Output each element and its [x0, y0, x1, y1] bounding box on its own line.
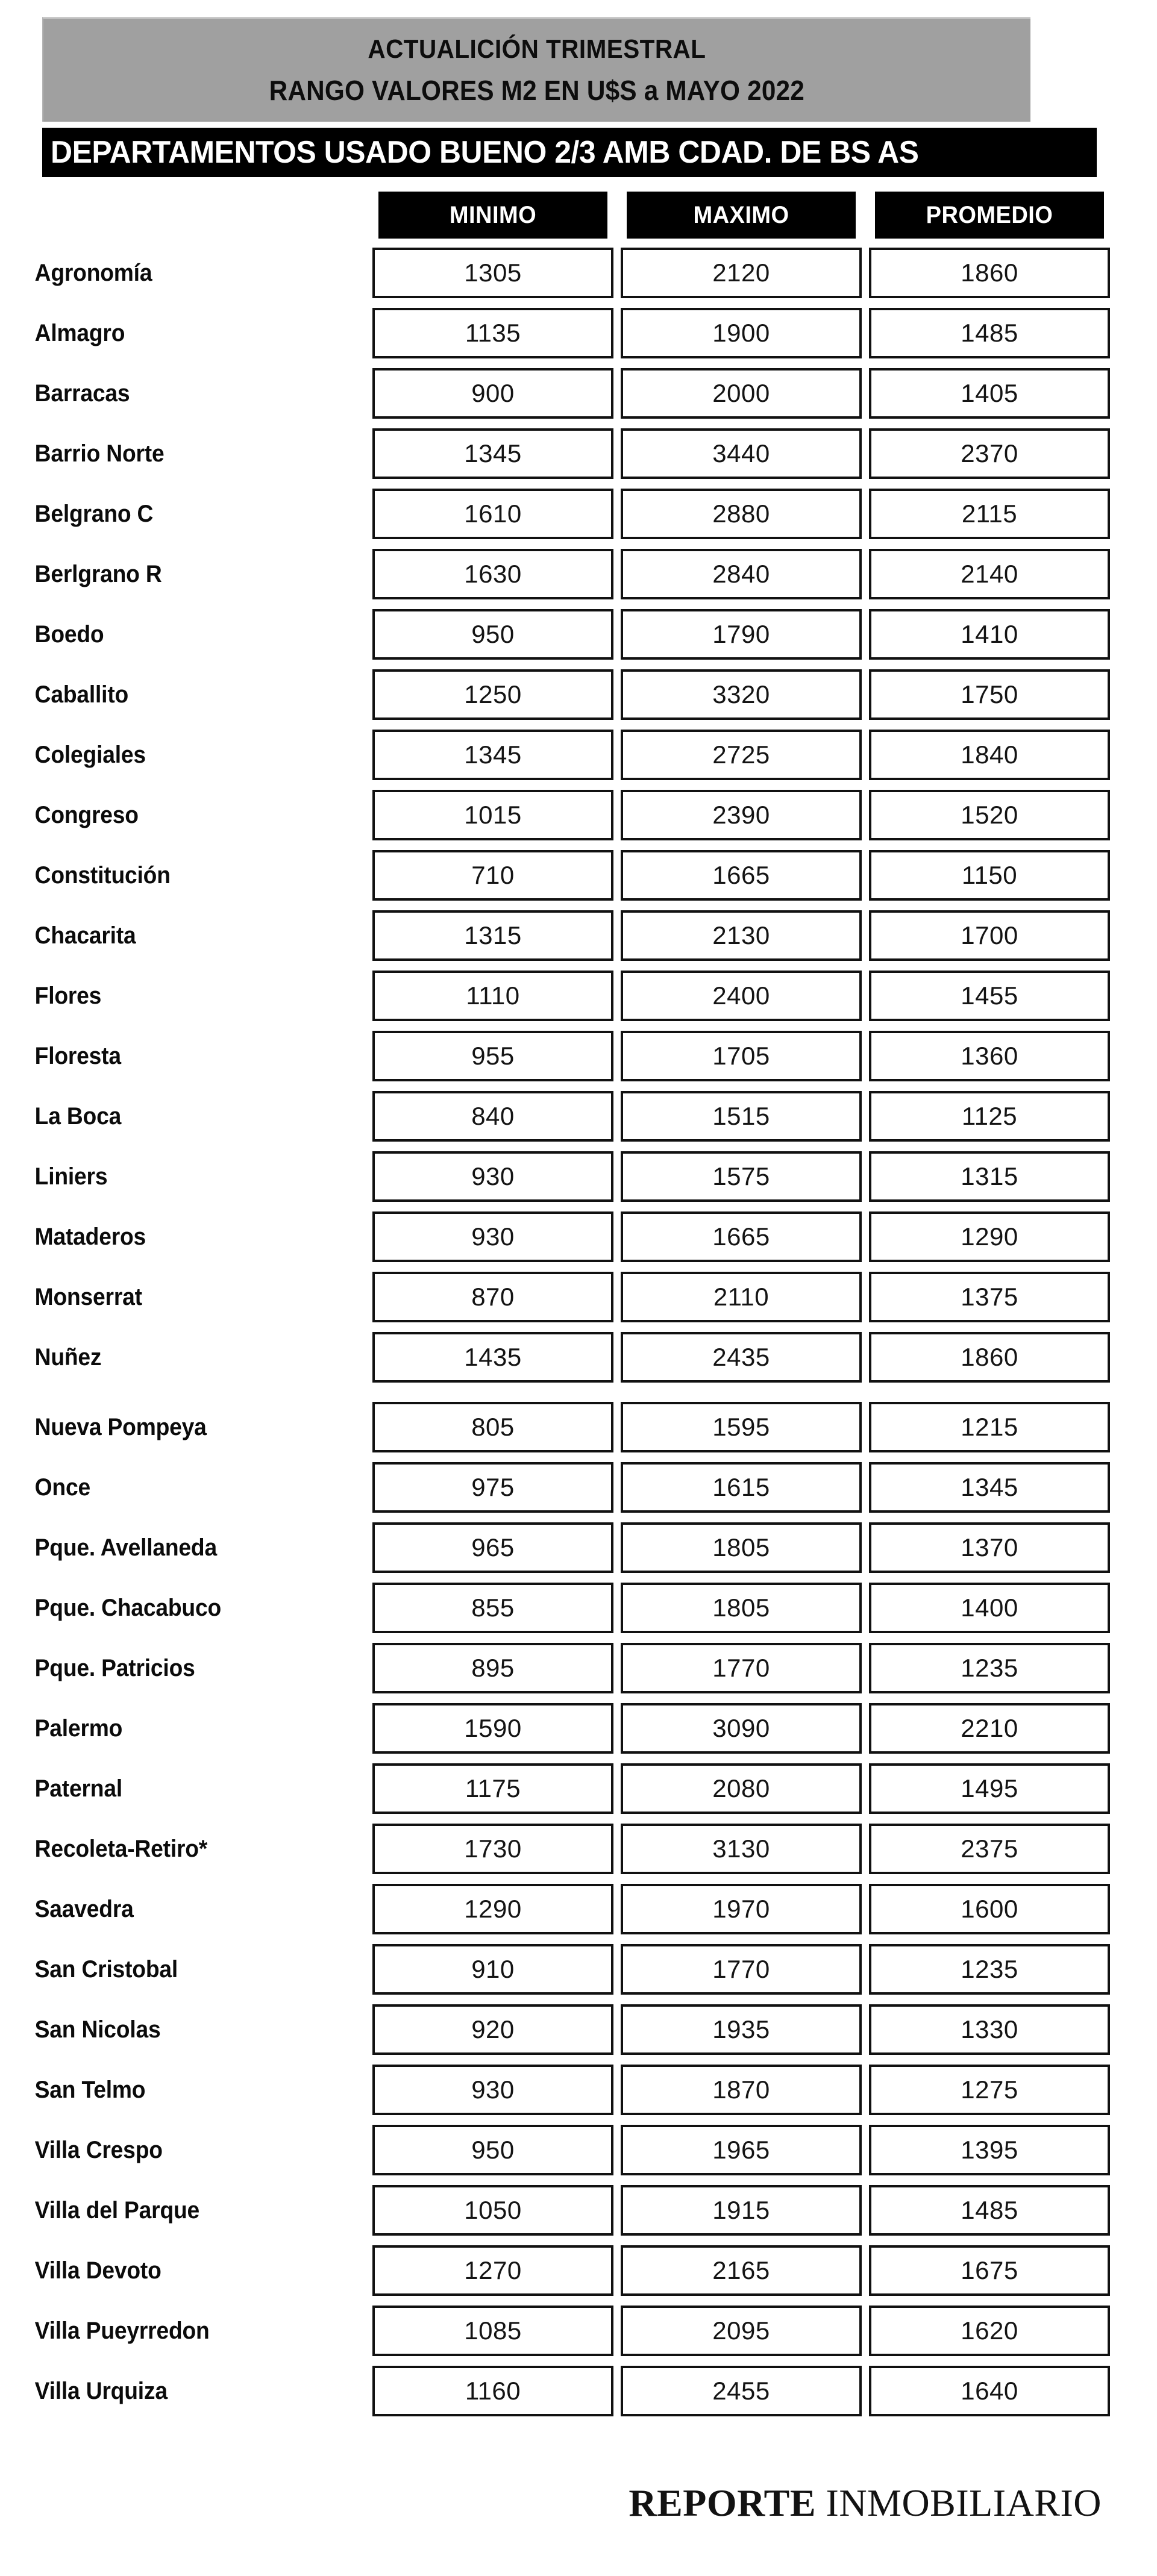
brand-word-light: INMOBILIARIO: [816, 2481, 1102, 2524]
cell-promedio: 1235: [869, 1944, 1110, 1995]
cell-maximo: 2000: [621, 368, 862, 419]
cell-minimo: 1590: [372, 1703, 613, 1754]
table-row: [0, 728, 1157, 782]
cell-promedio: 1455: [869, 971, 1110, 1021]
cell-minimo: 1290: [372, 1884, 613, 1934]
column-header-minimo: MINIMO: [378, 192, 607, 239]
cell-maximo: 1970: [621, 1884, 862, 1934]
table-row: [0, 1270, 1157, 1324]
table-row: [0, 246, 1157, 300]
cell-promedio: 1640: [869, 2366, 1110, 2416]
cell-promedio: 1330: [869, 2004, 1110, 2055]
cell-minimo: 950: [372, 2125, 613, 2175]
row-label-neighborhood: Colegiales: [34, 741, 146, 768]
row-label-neighborhood: San Cristobal: [34, 1955, 178, 1983]
cell-maximo: 1965: [621, 2125, 862, 2175]
table-row: [0, 547, 1157, 601]
row-label-neighborhood: Pque. Avellaneda: [34, 1534, 217, 1561]
table-row: [0, 1942, 1157, 1996]
table-row: [0, 908, 1157, 963]
cell-maximo: 1870: [621, 2065, 862, 2115]
cell-maximo: 2120: [621, 248, 862, 298]
row-label-neighborhood: Villa Urquiza: [34, 2377, 168, 2404]
cell-minimo: 910: [372, 1944, 613, 1995]
cell-promedio: 1620: [869, 2306, 1110, 2356]
row-label-neighborhood: San Telmo: [34, 2076, 146, 2103]
cell-promedio: 1275: [869, 2065, 1110, 2115]
brand-logo: [629, 2481, 1102, 2525]
cell-minimo: 1050: [372, 2185, 613, 2236]
column-header-maximo: MAXIMO: [627, 192, 856, 239]
cell-maximo: 2840: [621, 549, 862, 599]
row-label-neighborhood: Mataderos: [34, 1223, 146, 1250]
table-row: [0, 487, 1157, 541]
cell-maximo: 1665: [621, 850, 862, 901]
table-row: [0, 2304, 1157, 2358]
cell-promedio: 1750: [869, 669, 1110, 720]
table-row: [0, 1210, 1157, 1264]
cell-promedio: 2115: [869, 489, 1110, 539]
values-table: [0, 192, 1157, 2424]
cell-promedio: 1860: [869, 1332, 1110, 1383]
cell-minimo: 895: [372, 1643, 613, 1693]
cell-promedio: 1700: [869, 910, 1110, 961]
cell-promedio: 1400: [869, 1583, 1110, 1633]
row-label-neighborhood: Barrio Norte: [34, 440, 165, 467]
table-row: [0, 1521, 1157, 1575]
row-label-neighborhood: Almagro: [34, 319, 125, 346]
brand-word-strong: REPORTE: [629, 2481, 816, 2524]
row-label-neighborhood: Caballito: [34, 681, 129, 708]
cell-minimo: 930: [372, 1211, 613, 1262]
row-label-neighborhood: Belgrano C: [34, 500, 154, 527]
table-row: [0, 427, 1157, 481]
cell-maximo: 2435: [621, 1332, 862, 1383]
row-label-neighborhood: Chacarita: [34, 922, 136, 949]
row-label-neighborhood: Recoleta-Retiro*: [34, 1835, 208, 1862]
cell-promedio: 1840: [869, 730, 1110, 780]
table-row: [0, 607, 1157, 661]
row-label-neighborhood: Villa Pueyrredon: [34, 2317, 210, 2344]
cell-promedio: 1235: [869, 1643, 1110, 1693]
table-row: [0, 1882, 1157, 1936]
cell-maximo: 3320: [621, 669, 862, 720]
table-row: [0, 1089, 1157, 1143]
row-label-neighborhood: Once: [34, 1474, 90, 1501]
cell-minimo: 1305: [372, 248, 613, 298]
cell-minimo: 920: [372, 2004, 613, 2055]
row-label-neighborhood: Flores: [34, 982, 102, 1009]
table-row: [0, 2364, 1157, 2418]
cell-minimo: 1270: [372, 2245, 613, 2296]
row-label-neighborhood: La Boca: [34, 1102, 122, 1130]
report-title-primary: ACTUALICIÓN TRIMESTRAL: [368, 34, 706, 64]
cell-promedio: 1360: [869, 1031, 1110, 1081]
row-label-neighborhood: Floresta: [34, 1042, 121, 1069]
table-row: [0, 1029, 1157, 1083]
cell-maximo: 2095: [621, 2306, 862, 2356]
cell-maximo: 2130: [621, 910, 862, 961]
cell-maximo: 2080: [621, 1763, 862, 1814]
cell-maximo: 2455: [621, 2366, 862, 2416]
cell-promedio: 1495: [869, 1763, 1110, 1814]
row-label-neighborhood: Pque. Chacabuco: [34, 1594, 222, 1621]
cell-maximo: 1935: [621, 2004, 862, 2055]
table-header-row: [0, 192, 1157, 239]
cell-promedio: 1290: [869, 1211, 1110, 1262]
title-band: [42, 17, 1030, 122]
cell-maximo: 1595: [621, 1402, 862, 1452]
cell-promedio: 1315: [869, 1151, 1110, 1202]
row-label-neighborhood: Monserrat: [34, 1283, 142, 1310]
table-row: [0, 366, 1157, 420]
cell-maximo: 1575: [621, 1151, 862, 1202]
cell-maximo: 3090: [621, 1703, 862, 1754]
cell-maximo: 1770: [621, 1944, 862, 1995]
cell-minimo: 1135: [372, 308, 613, 358]
table-row: [0, 969, 1157, 1023]
cell-minimo: 1175: [372, 1763, 613, 1814]
cell-promedio: 1125: [869, 1091, 1110, 1142]
cell-maximo: 1805: [621, 1522, 862, 1573]
row-label-neighborhood: Villa Crespo: [34, 2136, 163, 2163]
cell-minimo: 930: [372, 2065, 613, 2115]
table-row: [0, 2123, 1157, 2177]
cell-minimo: 1315: [372, 910, 613, 961]
cell-maximo: 1615: [621, 1462, 862, 1513]
row-label-neighborhood: San Nicolas: [34, 2016, 161, 2043]
table-row: [0, 1149, 1157, 1204]
table-row: [0, 1330, 1157, 1384]
cell-minimo: 1435: [372, 1332, 613, 1383]
cell-promedio: 1215: [869, 1402, 1110, 1452]
table-row: [0, 2063, 1157, 2117]
cell-minimo: 1015: [372, 790, 613, 840]
row-label-neighborhood: Villa del Parque: [34, 2196, 200, 2224]
cell-promedio: 1345: [869, 1462, 1110, 1513]
row-label-neighborhood: Nueva Pompeya: [34, 1413, 207, 1440]
row-label-neighborhood: Barracas: [34, 380, 130, 407]
cell-promedio: 1150: [869, 850, 1110, 901]
cell-promedio: 2370: [869, 428, 1110, 479]
cell-minimo: 1250: [372, 669, 613, 720]
row-label-neighborhood: Palermo: [34, 1715, 123, 1742]
row-label-neighborhood: Saavedra: [34, 1895, 134, 1922]
cell-minimo: 955: [372, 1031, 613, 1081]
cell-minimo: 710: [372, 850, 613, 901]
table-body: [0, 246, 1157, 2418]
table-row: [0, 2002, 1157, 2057]
table-row: [0, 2243, 1157, 2298]
table-row: [0, 306, 1157, 360]
table-row: [0, 1400, 1157, 1454]
report-title-secondary: RANGO VALORES M2 EN U$S a MAYO 2022: [269, 74, 805, 106]
cell-minimo: 840: [372, 1091, 613, 1142]
cell-minimo: 855: [372, 1583, 613, 1633]
cell-maximo: 1515: [621, 1091, 862, 1142]
cell-minimo: 930: [372, 1151, 613, 1202]
cell-maximo: 2110: [621, 1272, 862, 1322]
row-label-neighborhood: Nuñez: [34, 1343, 102, 1371]
cell-maximo: 1705: [621, 1031, 862, 1081]
cell-maximo: 1805: [621, 1583, 862, 1633]
footer: [0, 2481, 1157, 2525]
table-row: [0, 1701, 1157, 1755]
cell-maximo: 2725: [621, 730, 862, 780]
cell-minimo: 1345: [372, 428, 613, 479]
row-label-neighborhood: Agronomía: [34, 259, 152, 286]
cell-maximo: 2880: [621, 489, 862, 539]
cell-promedio: 1410: [869, 609, 1110, 660]
cell-minimo: 1160: [372, 2366, 613, 2416]
row-label-neighborhood: Berlgrano R: [34, 560, 162, 587]
cell-maximo: 1915: [621, 2185, 862, 2236]
table-row: [0, 1641, 1157, 1695]
cell-minimo: 805: [372, 1402, 613, 1452]
row-label-neighborhood: Boedo: [34, 621, 104, 648]
table-row: [0, 788, 1157, 842]
cell-minimo: 1110: [372, 971, 613, 1021]
cell-maximo: 2165: [621, 2245, 862, 2296]
row-label-neighborhood: Paternal: [34, 1775, 122, 1802]
cell-minimo: 965: [372, 1522, 613, 1573]
cell-maximo: 1790: [621, 609, 862, 660]
cell-promedio: 1675: [869, 2245, 1110, 2296]
cell-promedio: 1375: [869, 1272, 1110, 1322]
row-label-neighborhood: Liniers: [34, 1163, 108, 1190]
cell-maximo: 1900: [621, 308, 862, 358]
row-label-neighborhood: Constitución: [34, 861, 171, 889]
table-row: [0, 848, 1157, 902]
cell-promedio: 1370: [869, 1522, 1110, 1573]
cell-promedio: 1485: [869, 2185, 1110, 2236]
table-row: [0, 1460, 1157, 1515]
row-label-neighborhood: Villa Devoto: [34, 2257, 161, 2284]
cell-minimo: 900: [372, 368, 613, 419]
cell-promedio: 1600: [869, 1884, 1110, 1934]
cell-minimo: 1630: [372, 549, 613, 599]
cell-promedio: 1520: [869, 790, 1110, 840]
cell-maximo: 2390: [621, 790, 862, 840]
cell-minimo: 1730: [372, 1824, 613, 1874]
cell-promedio: 2140: [869, 549, 1110, 599]
cell-minimo: 1345: [372, 730, 613, 780]
cell-promedio: 2210: [869, 1703, 1110, 1754]
cell-maximo: 1770: [621, 1643, 862, 1693]
cell-maximo: 1665: [621, 1211, 862, 1262]
table-row: [0, 1822, 1157, 1876]
report-subtitle: DEPARTAMENTOS USADO BUENO 2/3 AMB CDAD. DE BS AS: [51, 135, 919, 170]
cell-maximo: 3440: [621, 428, 862, 479]
cell-minimo: 1610: [372, 489, 613, 539]
table-row: [0, 1762, 1157, 1816]
cell-promedio: 1395: [869, 2125, 1110, 2175]
cell-promedio: 1485: [869, 308, 1110, 358]
cell-minimo: 1085: [372, 2306, 613, 2356]
cell-maximo: 2400: [621, 971, 862, 1021]
table-row: [0, 2183, 1157, 2237]
cell-minimo: 870: [372, 1272, 613, 1322]
table-row: [0, 667, 1157, 722]
cell-minimo: 950: [372, 609, 613, 660]
row-label-neighborhood: Pque. Patricios: [34, 1654, 195, 1681]
row-label-neighborhood: Congreso: [34, 801, 139, 828]
subtitle-band: [42, 128, 1097, 177]
column-header-promedio: PROMEDIO: [875, 192, 1104, 239]
table-row: [0, 1581, 1157, 1635]
cell-minimo: 975: [372, 1462, 613, 1513]
cell-promedio: 1405: [869, 368, 1110, 419]
cell-promedio: 1860: [869, 248, 1110, 298]
cell-maximo: 3130: [621, 1824, 862, 1874]
cell-promedio: 2375: [869, 1824, 1110, 1874]
